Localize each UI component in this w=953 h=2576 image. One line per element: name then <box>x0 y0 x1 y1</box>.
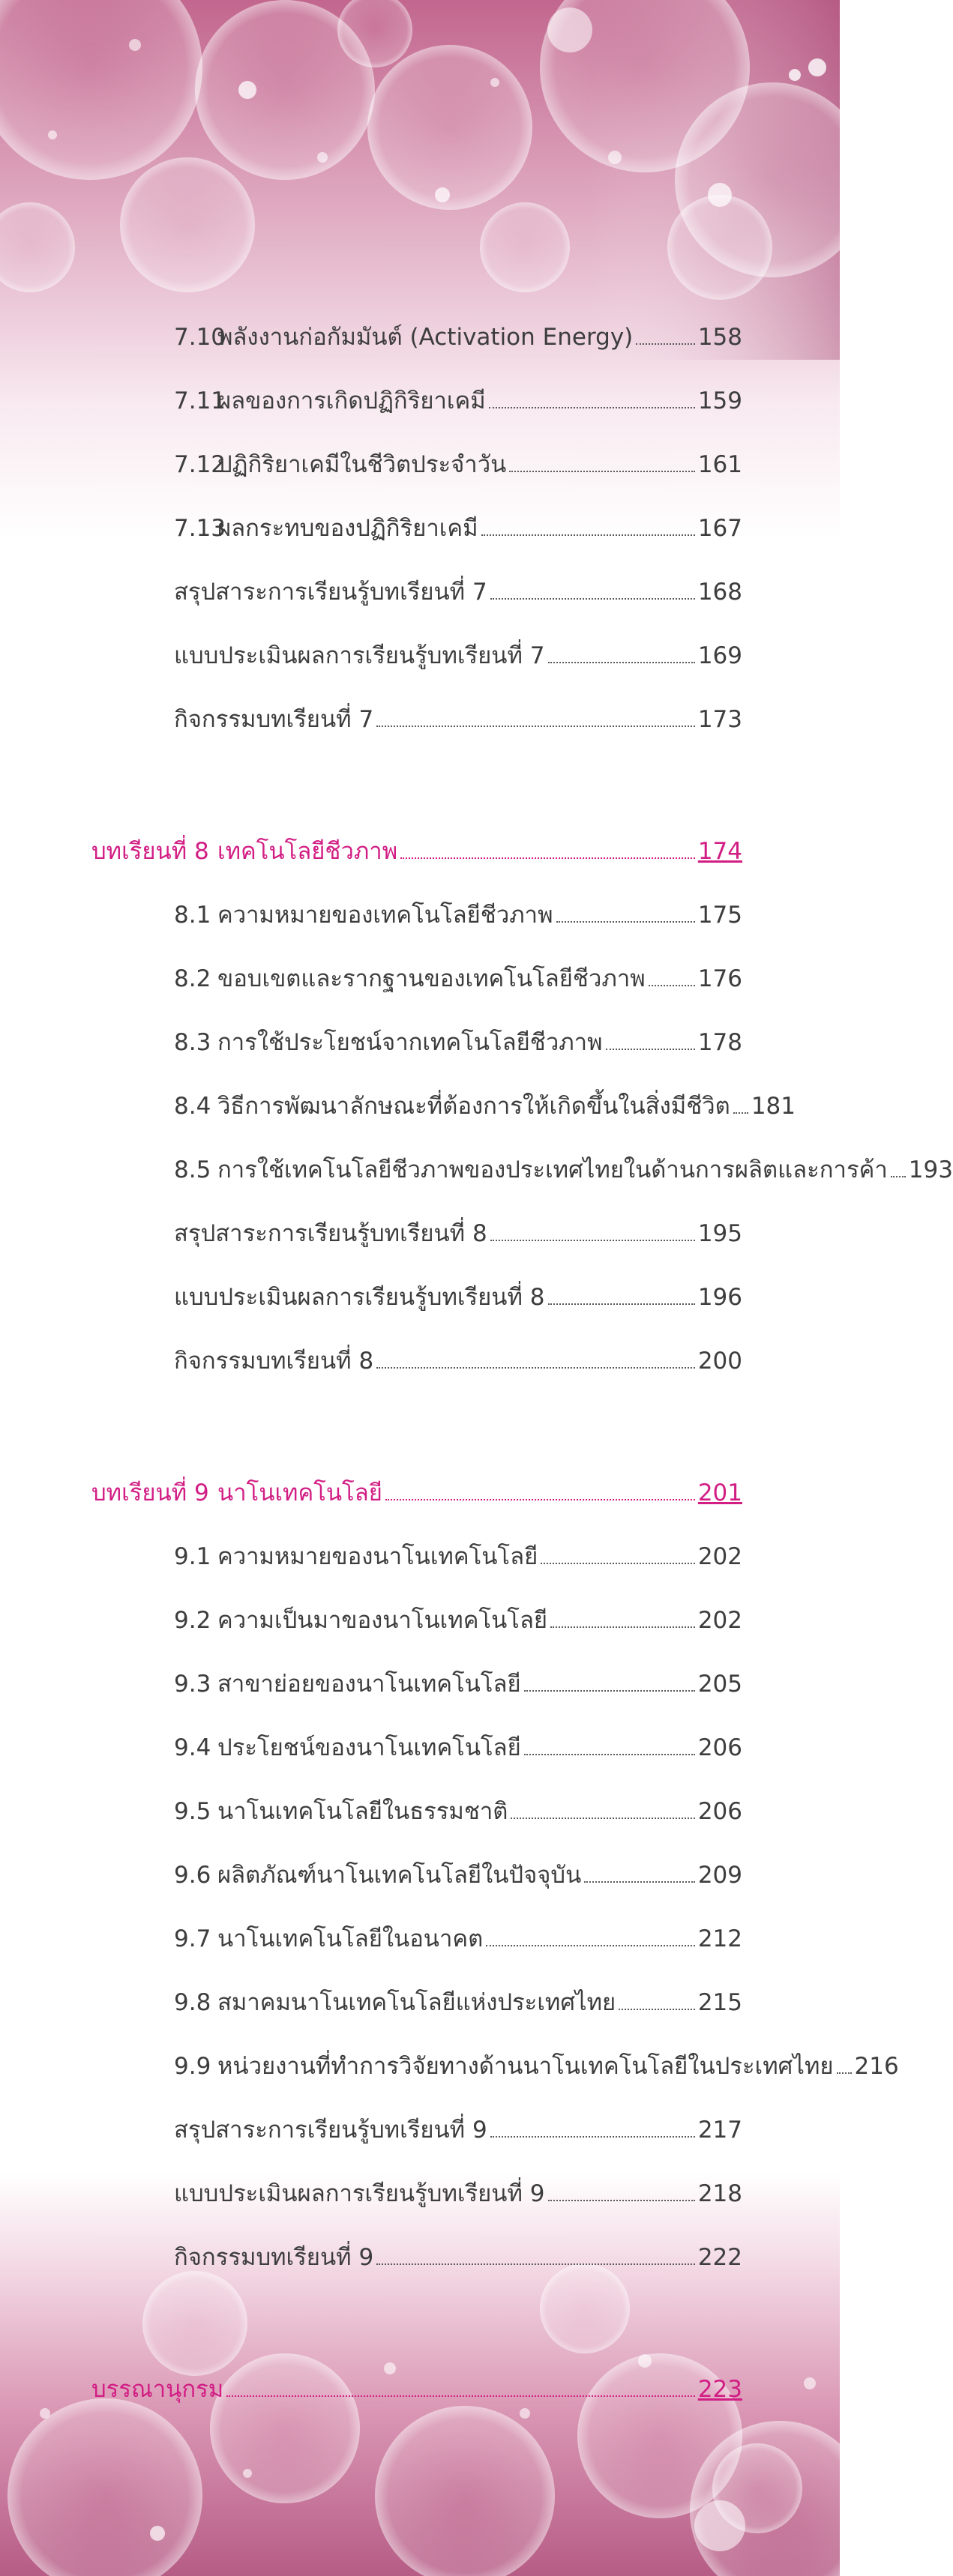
toc-entry-number: 9.1 <box>174 1543 211 1570</box>
toc-entry-number: 8.2 <box>174 965 211 992</box>
toc-entry[interactable] <box>91 2374 742 2404</box>
toc-entry-number: 9.3 <box>174 1671 211 1698</box>
toc-entry-title: วิธีการพัฒนาลักษณะที่ต้องการให้เกิดขึ้นในสิ่งมีชีวิต <box>217 1093 730 1120</box>
toc-entry-number: 8.4 <box>174 1093 211 1120</box>
toc-entry[interactable] <box>91 836 742 866</box>
dot-leader <box>226 2395 695 2397</box>
dot-leader <box>548 662 695 663</box>
toc-entry[interactable] <box>174 1282 742 1312</box>
toc-entry[interactable] <box>174 1797 742 1827</box>
dot-leader <box>837 2072 852 2074</box>
toc-entry-page: 173 <box>697 706 742 733</box>
toc-entry[interactable] <box>174 450 742 480</box>
toc-entry-title: สรุปสาระการเรียนรู้บทเรียนที่ 9 <box>174 2117 487 2144</box>
toc-entry[interactable] <box>174 2179 742 2209</box>
dot-leader <box>481 534 695 536</box>
toc-entry-page: 212 <box>697 1925 742 1952</box>
toc-entry-page: 200 <box>697 1348 742 1375</box>
toc-entry-title: ขอบเขตและรากฐานของเทคโนโลยีชีวภาพ <box>217 965 646 992</box>
dot-leader <box>548 1303 695 1305</box>
toc-entry-number: 9.6 <box>174 1862 211 1889</box>
toc-entry-title: บรรณานุกรม <box>91 2376 224 2403</box>
toc-entry-page: 201 <box>697 1479 742 1506</box>
toc-entry[interactable] <box>174 641 742 671</box>
toc-entry-page: 215 <box>697 1989 742 2016</box>
dot-leader <box>548 2200 695 2201</box>
toc-entry-page: 174 <box>697 838 742 865</box>
toc-entry-page: 193 <box>908 1156 953 1183</box>
toc-entry-number: 8.1 <box>174 902 211 929</box>
toc-entry-title: ผลของการเกิดปฏิกิริยาเคมี <box>217 387 486 414</box>
toc-entry-page: 205 <box>697 1671 742 1698</box>
toc-entry[interactable] <box>174 1346 742 1376</box>
toc-entry-page: 159 <box>697 387 742 414</box>
toc-entry-page: 209 <box>697 1862 742 1889</box>
toc-entry-title: แบบประเมินผลการเรียนรู้บทเรียนที่ 7 <box>174 642 545 669</box>
toc-entry[interactable] <box>174 322 742 352</box>
toc-entry-page: 161 <box>697 451 742 478</box>
dot-leader <box>636 343 695 345</box>
dot-leader <box>584 1881 695 1883</box>
toc-entry[interactable] <box>91 1478 742 1508</box>
toc-entry-title: การใช้ประโยชน์จากเทคโนโลยีชีวภาพ <box>217 1029 603 1056</box>
toc-entry[interactable] <box>174 1860 742 1890</box>
toc-entry-title: หน่วยงานที่ทำการวิจัยทางด้านนาโนเทคโนโลยีในประเทศไทย <box>217 2053 834 2080</box>
toc-entry-number: 9.7 <box>174 1925 211 1952</box>
toc-entry-number: บทเรียนที่ 8 <box>91 838 209 865</box>
toc-entry-title: ประโยชน์ของนาโนเทคโนโลยี <box>217 1734 521 1761</box>
toc-entry[interactable] <box>174 1924 742 1954</box>
toc-entry-page: 168 <box>697 579 742 606</box>
dot-leader <box>524 1690 695 1692</box>
dot-leader <box>524 1754 695 1755</box>
toc-entry-page: 181 <box>751 1093 796 1120</box>
toc-entry-page: 223 <box>697 2376 742 2403</box>
toc-entry[interactable] <box>174 1733 742 1763</box>
dot-leader <box>541 1563 695 1564</box>
toc-entry-title: การใช้เทคโนโลยีชีวภาพของประเทศไทยในด้านการผลิตและการค้า <box>217 1156 888 1183</box>
toc-entry-title: ความเป็นมาของนาโนเทคโนโลยี <box>217 1607 548 1634</box>
dot-leader <box>385 1499 695 1500</box>
toc-entry-title: สมาคมนาโนเทคโนโลยีแห่งประเทศไทย <box>217 1989 616 2016</box>
dot-leader <box>490 598 695 600</box>
dot-leader <box>649 985 695 986</box>
dot-leader <box>486 1945 695 1946</box>
toc-entry-number: 7.12 <box>174 451 226 478</box>
toc-entry[interactable] <box>174 964 742 994</box>
toc-entry-number: 7.11 <box>174 387 226 414</box>
toc-entry[interactable] <box>174 1091 796 1121</box>
toc-entry-page: 206 <box>697 1734 742 1761</box>
toc-entry-number: 9.4 <box>174 1734 211 1761</box>
toc-entry-title: กิจกรรมบทเรียนที่ 9 <box>174 2244 374 2271</box>
toc-entry-number: 7.13 <box>174 515 226 542</box>
toc-entry-title: แบบประเมินผลการเรียนรู้บทเรียนที่ 8 <box>174 1284 545 1311</box>
toc-entry-number: 7.10 <box>174 324 226 351</box>
toc-entry-page: 216 <box>854 2053 899 2080</box>
dot-leader <box>376 726 695 727</box>
dot-leader <box>550 1626 695 1628</box>
toc-entry[interactable] <box>174 1669 742 1699</box>
toc-entry-page: 178 <box>697 1029 742 1056</box>
dot-leader <box>376 2263 695 2265</box>
toc-entry-title: สรุปสาระการเรียนรู้บทเรียนที่ 7 <box>174 579 487 606</box>
toc-entry-title: เทคโนโลยีชีวภาพ <box>217 838 398 865</box>
toc-entry-title: กิจกรรมบทเรียนที่ 7 <box>174 706 374 733</box>
toc-entry-page: 218 <box>697 2180 742 2207</box>
dot-leader <box>509 471 695 472</box>
dot-leader <box>733 1112 748 1114</box>
dot-leader <box>400 857 695 859</box>
toc-entry[interactable] <box>174 1155 953 1185</box>
toc-entry-number: 8.5 <box>174 1156 211 1183</box>
toc-entry-title: ความหมายของนาโนเทคโนโลยี <box>217 1543 538 1570</box>
toc-entry-title: สาขาย่อยของนาโนเทคโนโลยี <box>217 1671 521 1698</box>
toc-entry-title: ผลกระทบของปฏิกิริยาเคมี <box>217 515 478 542</box>
toc-entry-page: 206 <box>697 1798 742 1825</box>
toc-entry-page: 175 <box>697 902 742 929</box>
toc-entry-number: บทเรียนที่ 9 <box>91 1479 209 1506</box>
toc-entry-page: 169 <box>697 642 742 669</box>
toc-entry[interactable] <box>174 386 742 416</box>
toc-entry[interactable] <box>174 2051 899 2081</box>
toc-entry-title: ปฏิกิริยาเคมีในชีวิตประจำวัน <box>217 451 507 478</box>
toc-entry-title: นาโนเทคโนโลยีในอนาคต <box>217 1925 484 1952</box>
dot-leader <box>511 1818 694 1819</box>
dot-leader <box>376 1367 695 1369</box>
toc-entry[interactable] <box>174 513 742 543</box>
toc-entry-page: 195 <box>697 1220 742 1247</box>
toc-entry[interactable] <box>174 1219 742 1249</box>
dot-leader <box>556 921 695 923</box>
toc-entry[interactable] <box>174 705 742 735</box>
toc-entry[interactable] <box>174 1028 742 1058</box>
toc-entry-title: นาโนเทคโนโลยีในธรรมชาติ <box>217 1798 508 1825</box>
toc-entry[interactable] <box>174 2115 742 2145</box>
toc-entry-number: 9.5 <box>174 1798 211 1825</box>
toc-entry[interactable] <box>174 1988 742 2018</box>
toc-entry-title: แบบประเมินผลการเรียนรู้บทเรียนที่ 9 <box>174 2180 545 2207</box>
toc-entry[interactable] <box>174 1605 742 1635</box>
toc-entry-page: 217 <box>697 2117 742 2144</box>
dot-leader <box>490 1240 695 1241</box>
toc-entry-title: กิจกรรมบทเรียนที่ 8 <box>174 1348 374 1375</box>
toc-entry-number: 9.2 <box>174 1607 211 1634</box>
toc-entry-page: 196 <box>697 1284 742 1311</box>
toc-entry-number: 9.8 <box>174 1989 211 2016</box>
toc-entry[interactable] <box>174 1542 742 1572</box>
toc-entry-page: 222 <box>697 2244 742 2271</box>
dot-leader <box>490 2136 695 2138</box>
toc-entry[interactable] <box>174 577 742 607</box>
toc-entry-title: ความหมายของเทคโนโลยีชีวภาพ <box>217 902 553 929</box>
dot-leader <box>489 407 695 408</box>
toc-entry-page: 167 <box>697 515 742 542</box>
toc-entry-page: 158 <box>697 324 742 351</box>
toc-entry-title: พลังงานก่อกัมมันต์ (Activation Energy) <box>217 324 634 351</box>
toc-entry-number: 8.3 <box>174 1029 211 1056</box>
toc-entry-title: ผลิตภัณฑ์นาโนเทคโนโลยีในปัจจุบัน <box>217 1862 582 1889</box>
toc-entry[interactable] <box>174 2242 742 2272</box>
toc-entry-page: 202 <box>697 1607 742 1634</box>
toc-entry-title: สรุปสาระการเรียนรู้บทเรียนที่ 8 <box>174 1220 487 1247</box>
dot-leader <box>891 1176 906 1177</box>
dot-leader <box>606 1049 695 1050</box>
dot-leader <box>619 2009 695 2010</box>
toc-entry-page: 176 <box>697 965 742 992</box>
toc-entry[interactable] <box>174 900 742 930</box>
toc-entry-page: 202 <box>697 1543 742 1570</box>
toc-entry-number: 9.9 <box>174 2053 211 2080</box>
toc-entry-title: นาโนเทคโนโลยี <box>217 1479 382 1506</box>
